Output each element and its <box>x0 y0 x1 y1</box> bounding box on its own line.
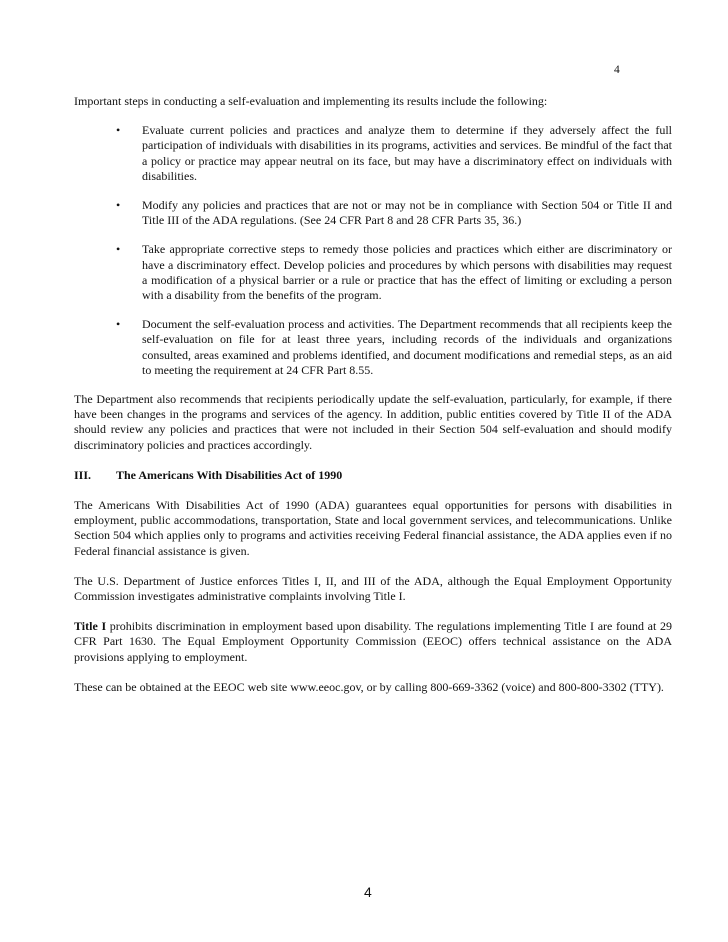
step-item-modify <box>74 198 672 228</box>
step-item-corrective <box>74 242 672 303</box>
step-item-evaluate <box>74 123 672 184</box>
bullet-icon: • <box>116 123 121 138</box>
contact-paragraph: These can be obtained at the EEOC web site www.eeoc.gov, or by calling 800-669-3362 (voice) and 800-800-3302 (TTY). <box>74 679 664 694</box>
step-text: Evaluate current policies and practices and analyze them to determine if they adversely affect the full participation of individuals with disabilities in its programs, activities and services. Be mindful of the fact that a policy or practice may appear neutral on its face, but may have a discriminatory effect on individuals with disabilities. <box>142 123 672 183</box>
footer-page-number: 4 <box>364 884 372 900</box>
section-heading <box>74 468 672 483</box>
title-i-lead: Title I <box>74 619 107 634</box>
section-number: III. <box>74 467 92 482</box>
title-i-text: prohibits discrimination in employment based upon disability. The regulations implementing Title I are found at 29 CFR Part 1630. The Equal Employment Opportunity Commission (EEOC) offers technical assistance on the ADA provisions applying to employment. <box>74 619 673 664</box>
bullet-icon: • <box>116 242 121 257</box>
update-paragraph: The Department also recommends that recipients periodically update the self-evaluation, particularly, for example, if there have been changes in the programs and services of the agency. In addition, public entities covered by Title II of the ADA should review any policies and practices that were not included in their Section 504 self-evaluation and should modify discriminatory policies and practices accordingly. <box>74 392 672 452</box>
header-page-number: 4 <box>614 64 620 76</box>
doj-paragraph: The U.S. Department of Justice enforces Titles I, II, and III of the ADA, although the Equal Employment Opportunity Commission investigates administrative complaints involving Title I. <box>74 573 672 604</box>
step-item-document <box>74 317 672 378</box>
step-text: Document the self-evaluation process and activities. The Department recommends that all recipients keep the self-evaluation on file for at least three years, including records of the individuals and organizations consulted, areas examined and problems identified, and document modifications and remedial steps, as an aid to meeting the requirement at 24 CFR Part 8.55. <box>142 317 672 377</box>
bullet-icon: • <box>116 317 121 332</box>
bullet-icon: • <box>116 198 121 213</box>
step-text: Modify any policies and practices that are not or may not be in compliance with Section 504 or Title II and Title III of the ADA regulations. (See 24 CFR Part 8 and 28 CFR Parts 35, 36.) <box>142 198 672 228</box>
step-text: Take appropriate corrective steps to remedy those policies and practices which either are discriminatory or have a discriminatory effect. Develop policies and procedures by which persons with disabilities may request a modification of a physical barrier or a rule or practice that has the effect of limiting or excluding a person with a disability from the benefits of the program. <box>142 242 672 303</box>
ada-paragraph: The Americans With Disabilities Act of 1990 (ADA) guarantees equal opportunities for persons with disabilities in employment, public accommodations, transportation, State and local government services, and telecommunications. Unlike Section 504 which applies only to programs and activities receiving Federal financial assistance, the ADA applies even if no Federal financial assistance is given. <box>74 498 672 558</box>
self-evaluation-steps-list <box>74 123 672 378</box>
title-i-paragraph <box>74 619 672 665</box>
intro-paragraph: Important steps in conducting a self-evaluation and implementing its results include the following: <box>74 94 548 108</box>
page-content <box>74 94 672 710</box>
section-title: The Americans With Disabilities Act of 1990 <box>116 467 343 482</box>
